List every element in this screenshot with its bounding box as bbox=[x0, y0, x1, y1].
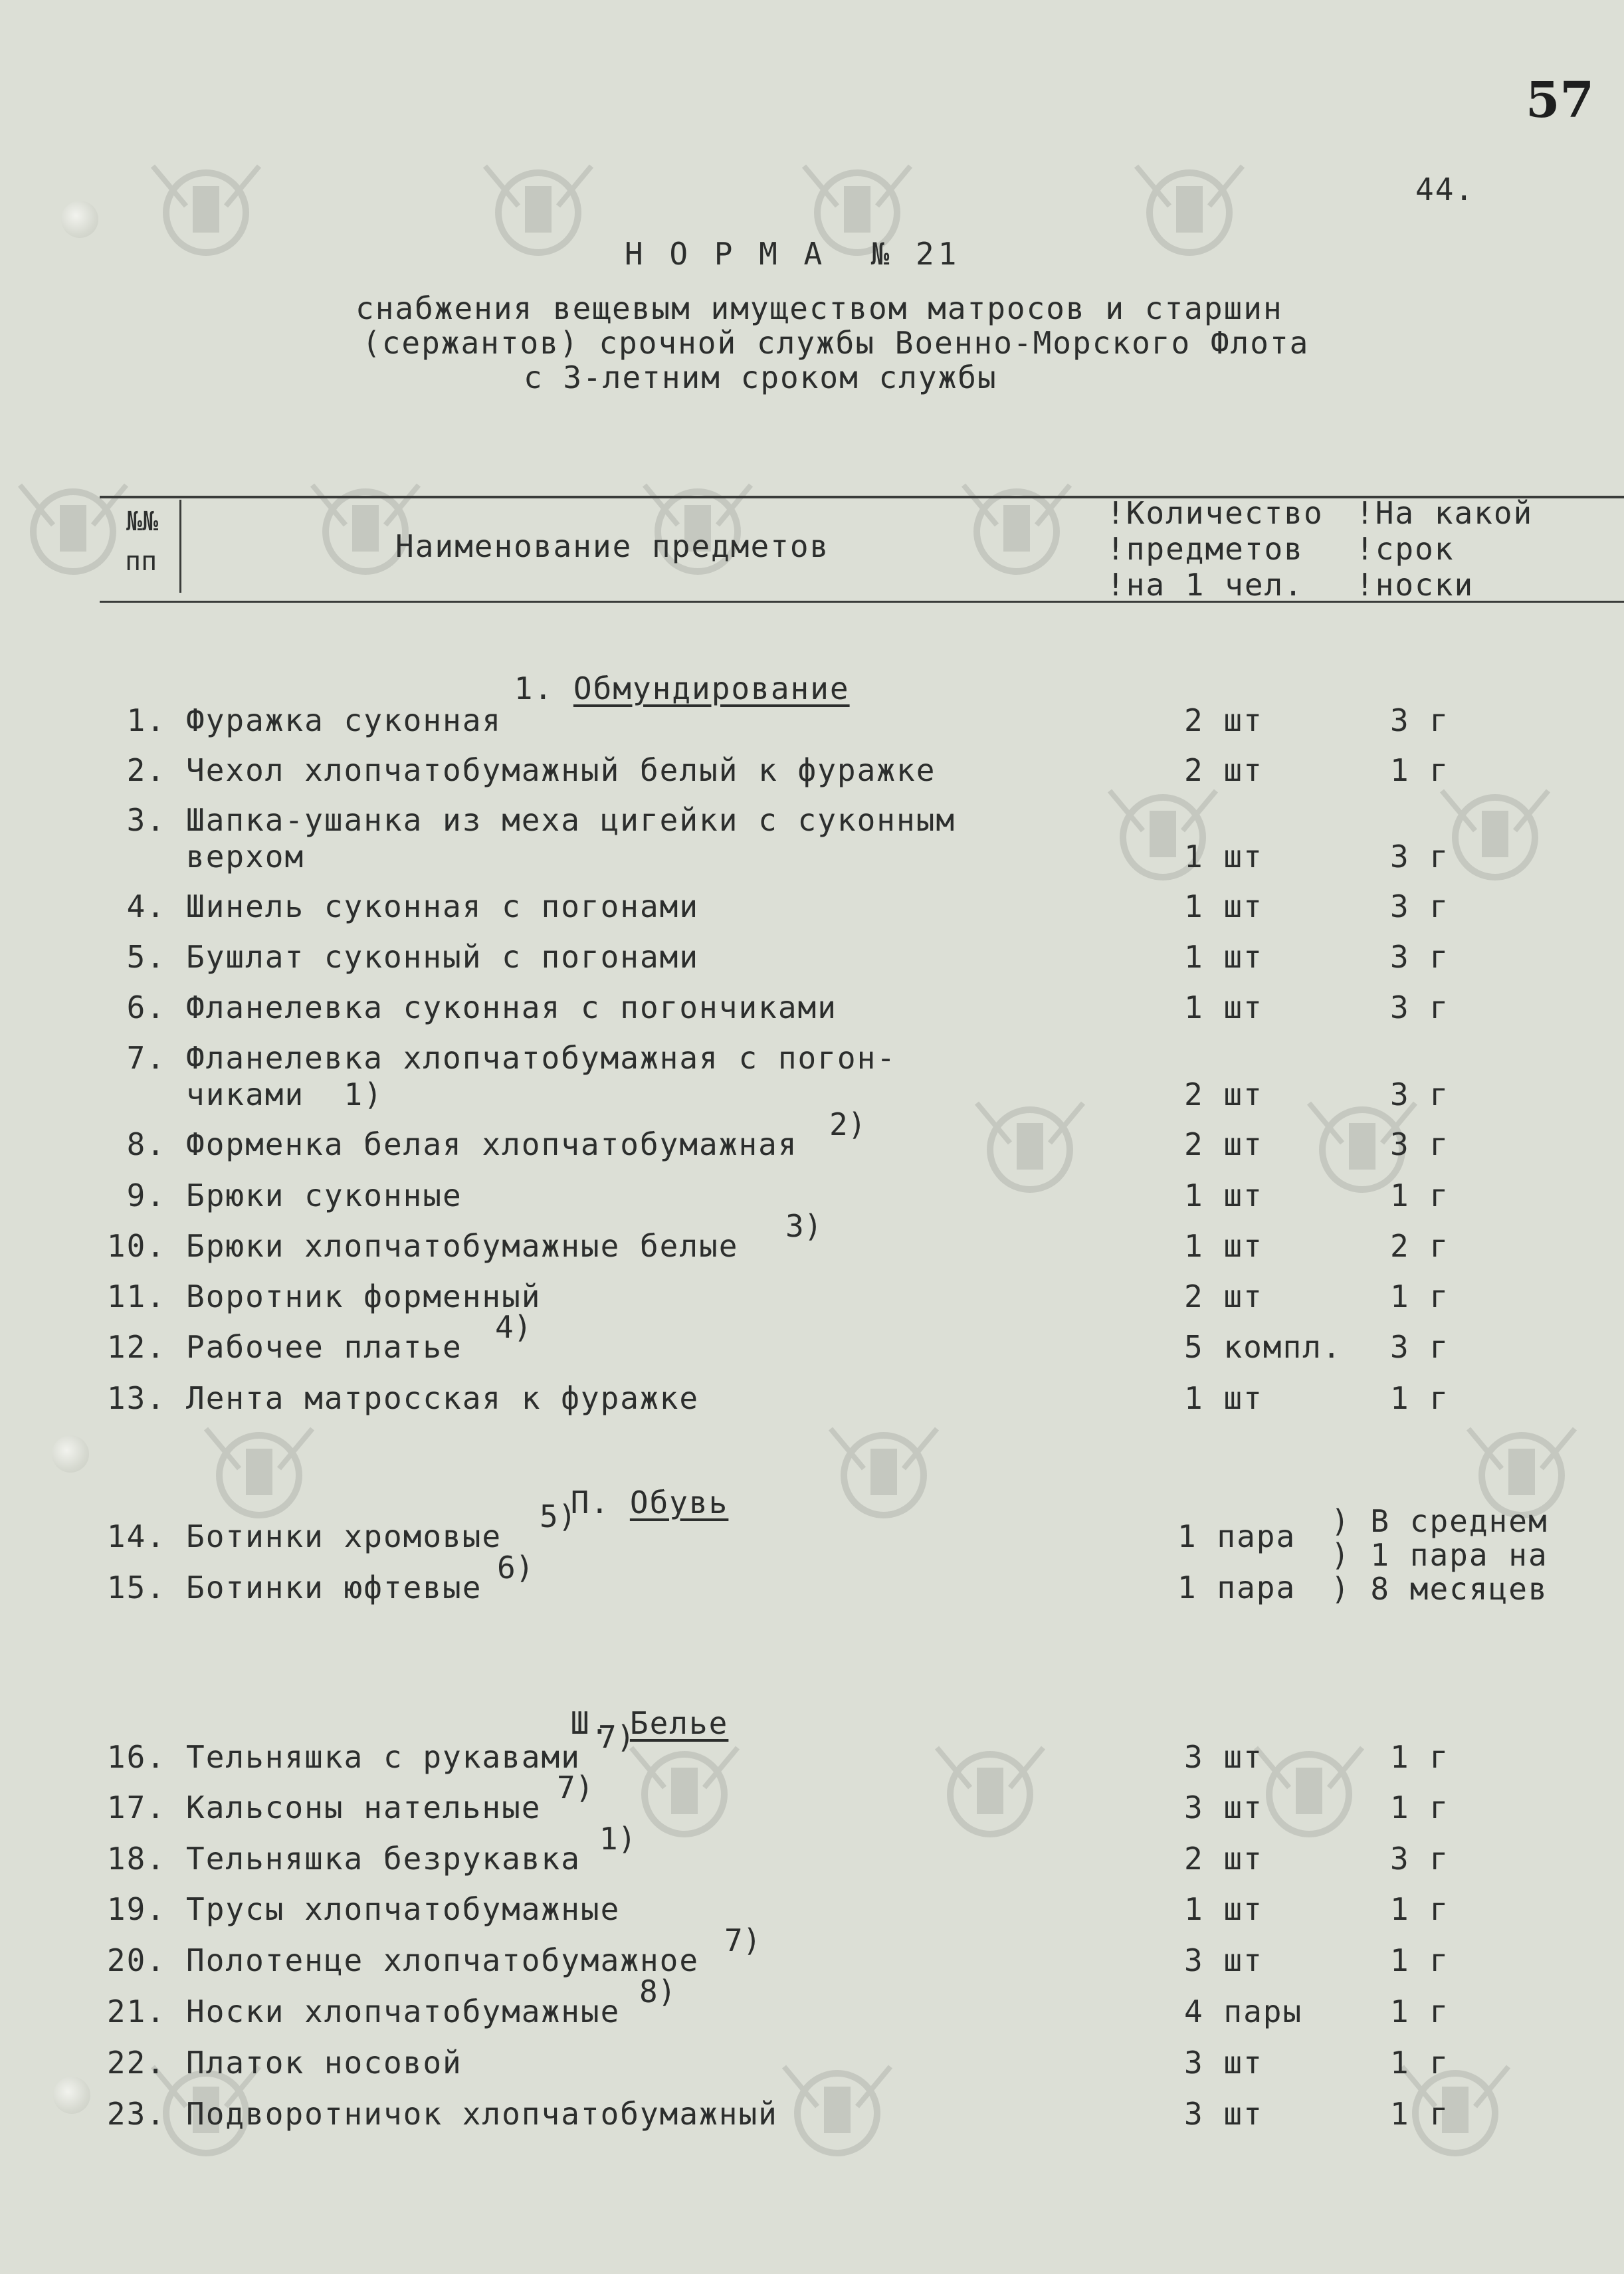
item-qty: 2 шт bbox=[1184, 1841, 1263, 1877]
item-qty: 1 шт bbox=[1184, 1178, 1263, 1213]
document-title: Н О Р М А № 21 bbox=[625, 236, 961, 272]
section-number: П. bbox=[570, 1485, 611, 1520]
footnote-mark: 7) bbox=[724, 1922, 761, 1958]
item-name: Воротник форменный bbox=[186, 1279, 542, 1314]
item-name: Форменка белая хлопчатобумажная bbox=[186, 1126, 798, 1162]
section-number: Ш. bbox=[570, 1705, 611, 1741]
item-term: 2 г bbox=[1390, 1228, 1450, 1264]
item-name: Полотенце хлопчатобумажное bbox=[186, 1942, 700, 1978]
item-name: Платок носовой bbox=[186, 2045, 462, 2081]
item-name: Шинель суконная с погонами bbox=[186, 888, 700, 924]
item-name: Чехол хлопчатобумажный белый к фуражке bbox=[186, 752, 936, 788]
item-name: Фуражка суконная bbox=[186, 702, 502, 738]
item-name: Ботинки юфтевые bbox=[186, 1570, 482, 1605]
subtitle-line: снабжения вещевым имуществом матросов и старшин bbox=[355, 290, 1283, 326]
item-term: 3 г bbox=[1390, 1329, 1450, 1365]
footnote-mark: 4) bbox=[495, 1309, 532, 1345]
item-term: 3 г bbox=[1390, 702, 1450, 738]
item-qty: 1 шт bbox=[1184, 1891, 1263, 1927]
item-qty: 1 пара bbox=[1177, 1518, 1296, 1554]
shared-term-note: ) 8 месяцев bbox=[1331, 1571, 1548, 1607]
item-number: 3. bbox=[126, 802, 166, 838]
footnote-mark: 7) bbox=[598, 1719, 635, 1755]
item-qty: 3 шт bbox=[1184, 2096, 1263, 2132]
item-number: 12. bbox=[106, 1329, 166, 1365]
item-name: Фланелевка хлопчатобумажная с погон- bbox=[186, 1040, 896, 1076]
item-term: 1 г bbox=[1390, 1178, 1450, 1213]
item-qty: 3 шт bbox=[1184, 1942, 1263, 1978]
item-number: 21. bbox=[106, 1994, 166, 2029]
item-qty: 2 шт bbox=[1184, 1077, 1263, 1112]
item-name: Бушлат суконный с погонами bbox=[186, 939, 700, 975]
item-number: 5. bbox=[126, 939, 166, 975]
item-number: 14. bbox=[106, 1518, 166, 1554]
section-heading bbox=[492, 1449, 728, 1556]
item-name: Лента матросская к фуражке bbox=[186, 1380, 700, 1416]
watermark-emblem-icon bbox=[146, 159, 266, 272]
item-term: 3 г bbox=[1390, 939, 1450, 975]
item-term: 1 г bbox=[1390, 1994, 1450, 2029]
item-number: 4. bbox=[126, 888, 166, 924]
watermark-emblem-icon bbox=[970, 1096, 1090, 1209]
footnote-mark: 7) bbox=[557, 1770, 594, 1806]
item-name-continued: чиками 1) bbox=[186, 1077, 383, 1112]
item-number: 7. bbox=[126, 1040, 166, 1076]
item-qty: 2 шт bbox=[1184, 702, 1263, 738]
item-number: 15. bbox=[106, 1570, 166, 1605]
item-term: 3 г bbox=[1390, 1126, 1450, 1162]
item-term: 1 г bbox=[1390, 1279, 1450, 1314]
item-term: 3 г bbox=[1390, 1077, 1450, 1112]
footnote-mark: 3) bbox=[785, 1208, 823, 1244]
header-term-col: !На какой bbox=[1356, 495, 1534, 531]
item-name: Ботинки хромовые bbox=[186, 1518, 502, 1554]
item-name: Кальсоны нательные bbox=[186, 1790, 542, 1825]
item-qty: 1 шт bbox=[1184, 839, 1263, 875]
header-qty-col: !предметов bbox=[1106, 531, 1304, 567]
punch-hole bbox=[52, 1435, 89, 1473]
col-sep bbox=[179, 500, 181, 593]
item-term: 1 г bbox=[1390, 1942, 1450, 1978]
footnote-mark: 2) bbox=[829, 1106, 866, 1142]
item-number: 10. bbox=[106, 1228, 166, 1264]
header-num-col: №№ bbox=[126, 506, 159, 537]
item-qty: 1 шт bbox=[1184, 939, 1263, 975]
footnote-mark: 5) bbox=[540, 1499, 577, 1534]
item-name: Трусы хлопчатобумажные bbox=[186, 1891, 621, 1927]
item-qty: 3 шт bbox=[1184, 1739, 1263, 1775]
item-number: 9. bbox=[126, 1178, 166, 1213]
watermark-emblem-icon bbox=[824, 1422, 944, 1535]
subtitle-line: (сержантов) срочной службы Военно-Морского Флота bbox=[362, 325, 1310, 361]
item-number: 23. bbox=[106, 2096, 166, 2132]
footnote-mark: 8) bbox=[639, 1974, 676, 2010]
footnote-mark: 1) bbox=[599, 1821, 637, 1857]
item-term: 3 г bbox=[1390, 989, 1450, 1025]
section-title: Обувь bbox=[629, 1485, 729, 1520]
item-name: Тельняшка безрукавка bbox=[186, 1841, 581, 1877]
item-number: 2. bbox=[126, 752, 166, 788]
item-term: 1 г bbox=[1390, 2096, 1450, 2132]
item-number: 6. bbox=[126, 989, 166, 1025]
item-qty: 1 шт bbox=[1184, 989, 1263, 1025]
item-term: 3 г bbox=[1390, 888, 1450, 924]
item-term: 1 г bbox=[1390, 752, 1450, 788]
item-qty: 1 пара bbox=[1177, 1570, 1296, 1605]
item-qty: 2 шт bbox=[1184, 752, 1263, 788]
item-name: Фланелевка суконная с погончиками bbox=[186, 989, 837, 1025]
item-term: 1 г bbox=[1390, 1790, 1450, 1825]
item-term: 1 г bbox=[1390, 1380, 1450, 1416]
header-qty-col: !Количество bbox=[1106, 495, 1324, 531]
item-number: 20. bbox=[106, 1942, 166, 1978]
item-number: 1. bbox=[126, 702, 166, 738]
item-name: Шапка-ушанка из меха цигейки с суконным bbox=[186, 802, 956, 838]
section-title: Белье bbox=[629, 1705, 729, 1741]
item-name: Носки хлопчатобумажные bbox=[186, 1994, 621, 2029]
header-qty-col: !на 1 чел. bbox=[1106, 567, 1304, 603]
watermark-emblem-icon bbox=[1130, 159, 1249, 272]
shared-term-note: ) В среднем bbox=[1331, 1503, 1548, 1539]
item-term: 1 г bbox=[1390, 2045, 1450, 2081]
page-number: 57 bbox=[1526, 72, 1594, 129]
header-term-col: !срок bbox=[1356, 531, 1455, 567]
watermark-emblem-icon bbox=[777, 2060, 897, 2173]
shared-term-note: ) 1 пара на bbox=[1331, 1537, 1548, 1573]
item-term: 1 г bbox=[1390, 1739, 1450, 1775]
item-qty: 3 шт bbox=[1184, 1790, 1263, 1825]
item-name: Тельняшка с рукавами bbox=[186, 1739, 581, 1775]
sheet-number: 44. bbox=[1415, 171, 1475, 207]
item-term: 1 г bbox=[1390, 1891, 1450, 1927]
subtitle-line: с 3-летним сроком службы bbox=[524, 360, 997, 395]
watermark-emblem-icon bbox=[1435, 784, 1555, 897]
item-qty: 2 шт bbox=[1184, 1126, 1263, 1162]
item-number: 18. bbox=[106, 1841, 166, 1877]
section-number: 1. bbox=[514, 671, 554, 706]
item-name-continued: верхом bbox=[186, 839, 305, 875]
watermark-emblem-icon bbox=[478, 159, 598, 272]
header-num-col: пп bbox=[125, 546, 157, 577]
header-name-col: Наименование предметов bbox=[395, 528, 830, 564]
item-qty: 5 компл. bbox=[1184, 1329, 1342, 1365]
item-qty: 4 пары bbox=[1184, 1994, 1303, 2029]
item-name: Брюки хлопчатобумажные белые bbox=[186, 1228, 739, 1264]
item-term: 3 г bbox=[1390, 1841, 1450, 1877]
punch-hole bbox=[61, 201, 98, 238]
footnote-mark: 6) bbox=[497, 1550, 534, 1586]
watermark-emblem-icon bbox=[1249, 1741, 1369, 1854]
item-qty: 3 шт bbox=[1184, 2045, 1263, 2081]
item-number: 17. bbox=[106, 1790, 166, 1825]
item-qty: 2 шт bbox=[1184, 1279, 1263, 1314]
item-number: 11. bbox=[106, 1279, 166, 1314]
item-qty: 1 шт bbox=[1184, 888, 1263, 924]
item-name: Брюки суконные bbox=[186, 1178, 462, 1213]
item-number: 13. bbox=[106, 1380, 166, 1416]
item-number: 19. bbox=[106, 1891, 166, 1927]
item-name: Рабочее платье bbox=[186, 1329, 462, 1365]
item-qty: 1 шт bbox=[1184, 1380, 1263, 1416]
item-term: 3 г bbox=[1390, 839, 1450, 875]
item-number: 22. bbox=[106, 2045, 166, 2081]
header-term-col: !носки bbox=[1356, 567, 1474, 603]
watermark-emblem-icon bbox=[930, 1741, 1050, 1854]
item-number: 16. bbox=[106, 1739, 166, 1775]
item-name: Подворотничок хлопчатобумажный bbox=[186, 2096, 778, 2132]
item-qty: 1 шт bbox=[1184, 1228, 1263, 1264]
item-number: 8. bbox=[126, 1126, 166, 1162]
section-title: Обмундирование bbox=[573, 671, 850, 706]
